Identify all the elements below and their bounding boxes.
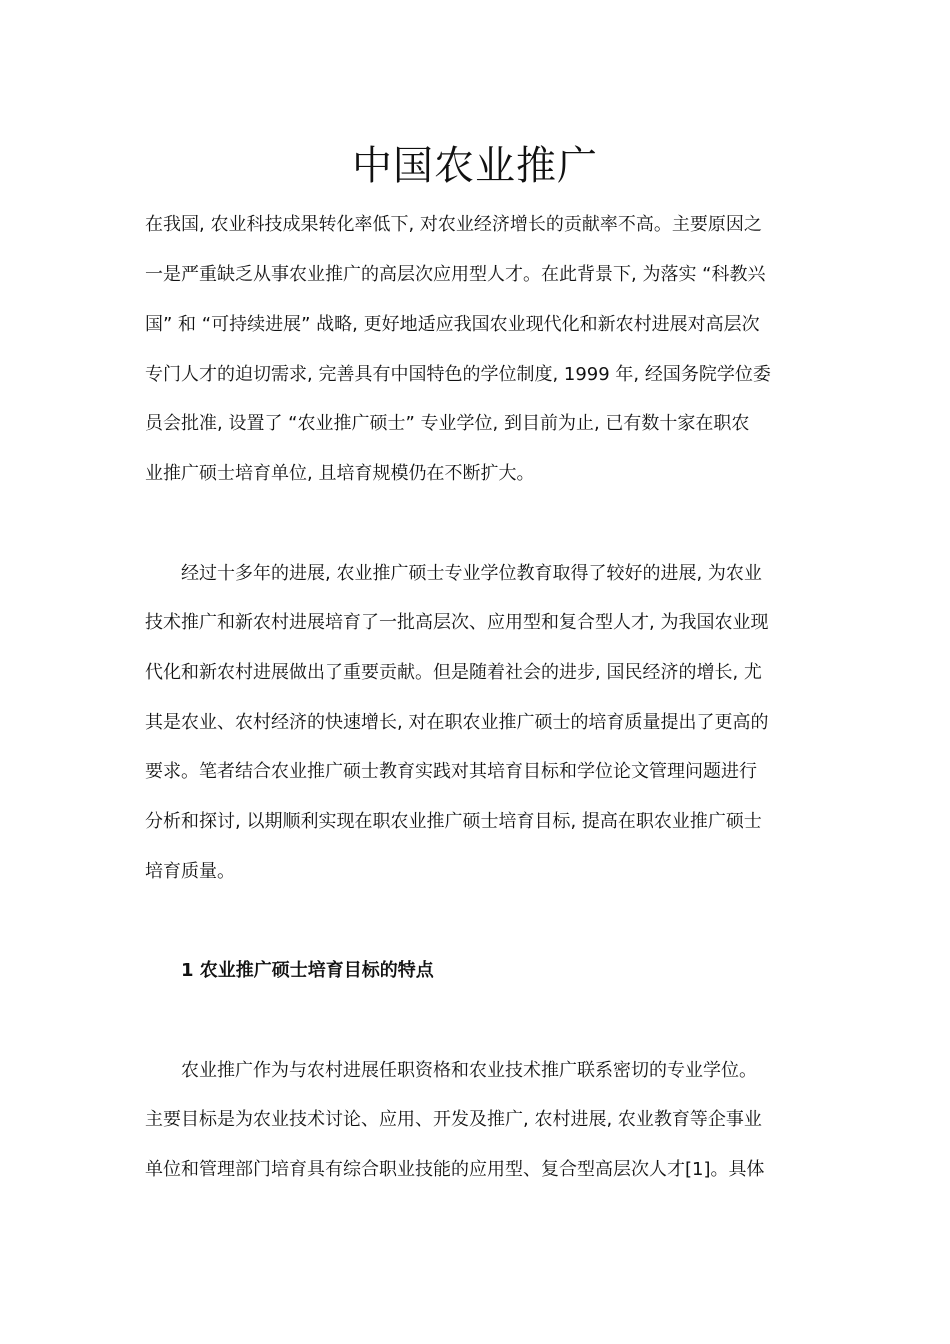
- document-title: 中国农业推广: [352, 143, 598, 189]
- section-heading-1: 1 农业推广硕士培育目标的特点: [181, 960, 434, 981]
- paragraph-2-line-1: 经过十多年的进展, 农业推广硕士专业学位教育取得了较好的进展, 为农业: [181, 563, 762, 584]
- paragraph-2-line-7: 培育质量。: [145, 861, 235, 882]
- paragraph-1-line-1: 在我国, 农业科技成果转化率低下, 对农业经济增长的贡献率不高。主要原因之: [145, 214, 762, 235]
- paragraph-3-line-2: 主要目标是为农业技术讨论、应用、开发及推广, 农村进展, 农业教育等企事业: [145, 1109, 762, 1130]
- paragraph-2-line-2: 技术推广和新农村进展培育了一批高层次、应用型和复合型人才, 为我国农业现: [145, 612, 769, 633]
- paragraph-2-line-4: 其是农业、农村经济的快速增长, 对在职农业推广硕士的培育质量提出了更高的: [145, 712, 769, 733]
- paragraph-3-line-1: 农业推广作为与农村进展任职资格和农业技术推广联系密切的专业学位。: [181, 1060, 757, 1081]
- paragraph-1-line-5: 员会批准, 设置了 “农业推广硕士” 专业学位, 到目前为止, 已有数十家在职农: [145, 413, 750, 434]
- paragraph-1-line-3: 国” 和 “可持续进展” 战略, 更好地适应我国农业现代化和新农村进展对高层次: [145, 314, 760, 335]
- paragraph-2-line-5: 要求。笔者结合农业推广硕士教育实践对其培育目标和学位论文管理问题进行: [145, 761, 757, 782]
- paragraph-1-line-2: 一是严重缺乏从事农业推广的高层次应用型人才。在此背景下, 为落实 “科教兴: [145, 264, 766, 285]
- paragraph-3-line-3: 单位和管理部门培育具有综合职业技能的应用型、复合型高层次人才[1]。具体: [145, 1159, 765, 1180]
- paragraph-2-line-3: 代化和新农村进展做出了重要贡献。但是随着社会的进步, 国民经济的增长, 尤: [145, 662, 762, 683]
- paragraph-1-line-6: 业推广硕士培育单位, 且培育规模仍在不断扩大。: [145, 463, 535, 484]
- paragraph-1-line-4: 专门人才的迫切需求, 完善具有中国特色的学位制度, 1999 年, 经国务院学位委: [145, 364, 771, 385]
- paragraph-2-line-6: 分析和探讨, 以期顺利实现在职农业推广硕士培育目标, 提高在职农业推广硕士: [145, 811, 762, 832]
